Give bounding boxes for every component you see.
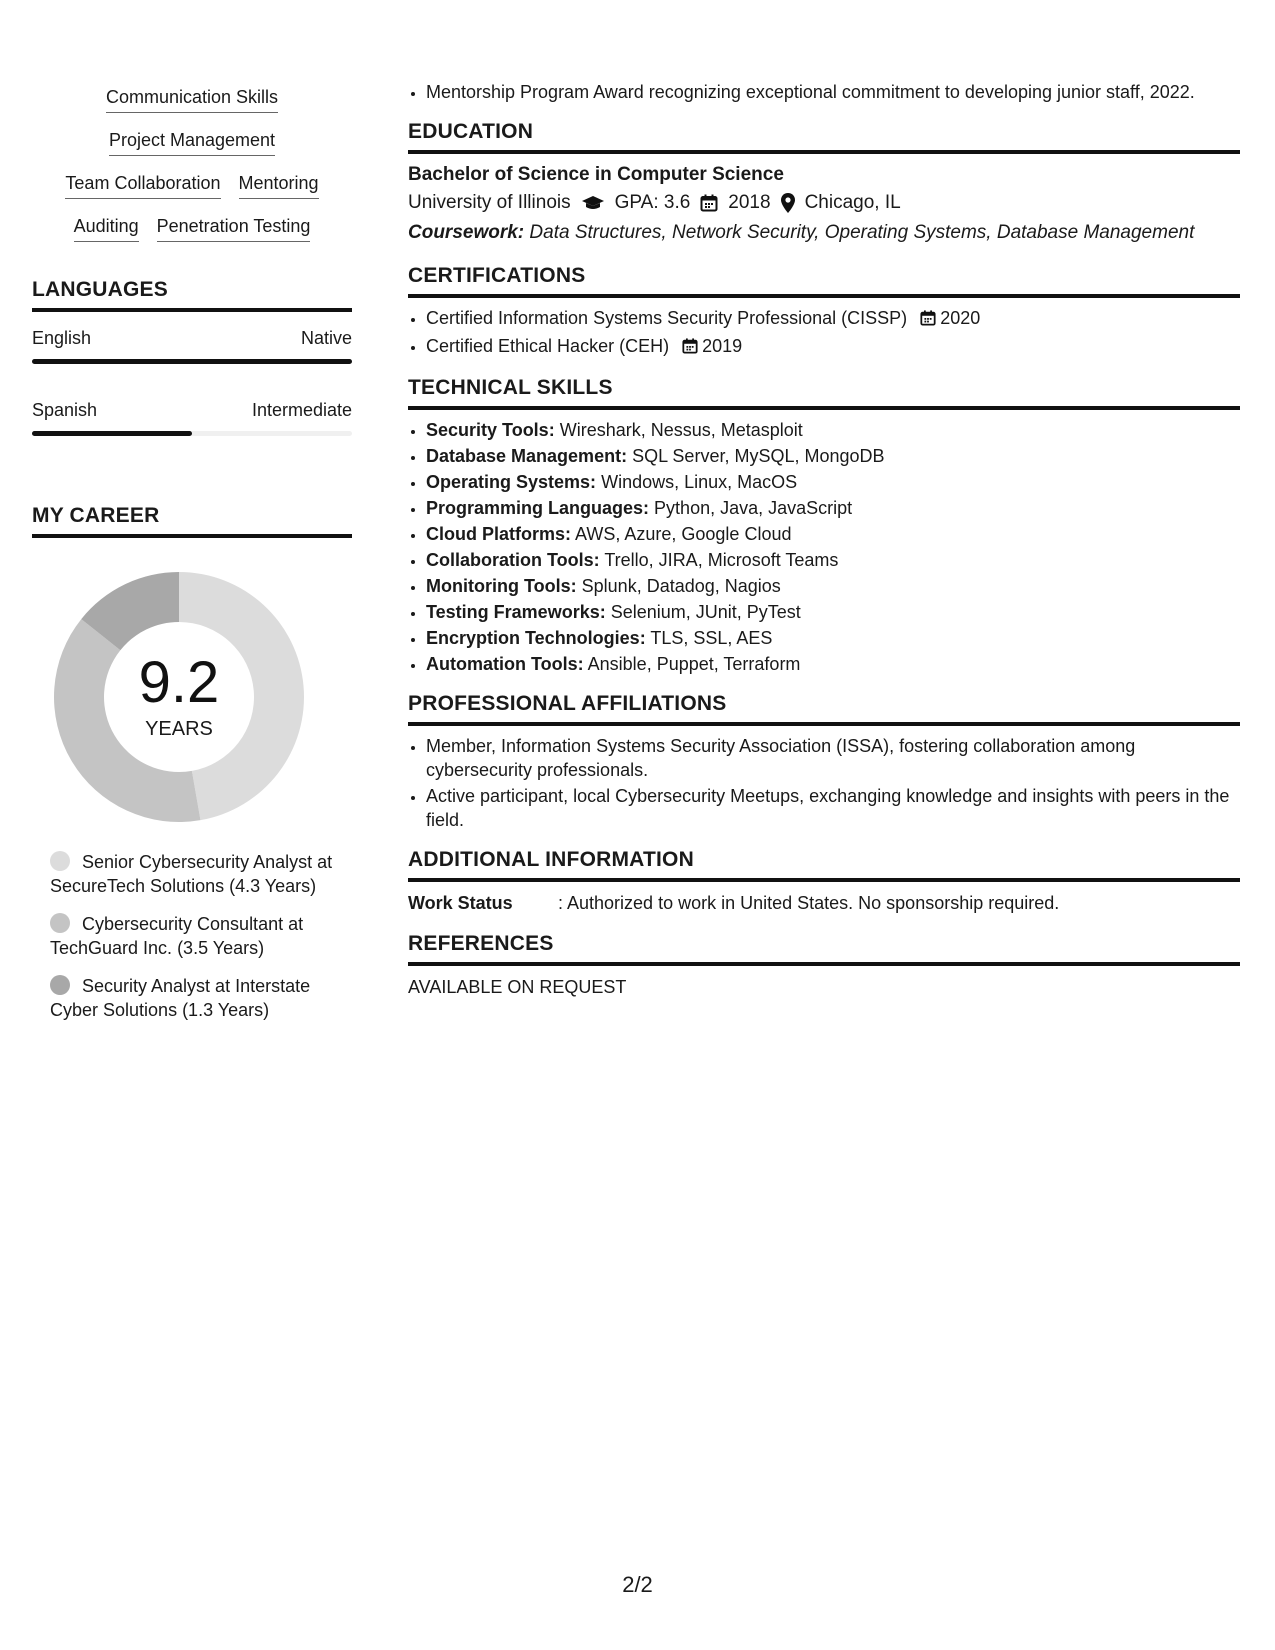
technical-skill-item (426, 444, 1240, 468)
technical-skills-title: TECHNICAL SKILLS (408, 376, 1240, 410)
skill-label: Cloud Platforms: (426, 524, 572, 544)
skills-row (32, 86, 352, 113)
languages-title: LANGUAGES (32, 278, 352, 312)
calendar-icon (920, 308, 936, 332)
language-level: Native (300, 328, 352, 348)
skill-value: Ansible, Puppet, Terraform (587, 654, 801, 674)
right-column (408, 80, 1240, 1000)
affiliations-title: PROFESSIONAL AFFILIATIONS (408, 692, 1240, 726)
calendar-icon (682, 336, 698, 360)
skill-label: Database Management: (426, 446, 628, 466)
skill-value: Python, Java, JavaScript (654, 498, 853, 518)
coursework-value: Data Structures, Network Security, Operating Systems, Database Management (529, 222, 1195, 243)
education-coursework (408, 218, 1240, 248)
technical-skill-item (426, 548, 1240, 572)
language-bar (32, 359, 352, 364)
education-gpa: GPA: 3.6 (614, 192, 691, 213)
skill-tag: Communication Skills (106, 86, 278, 113)
language-item (32, 328, 352, 364)
affiliations-section (408, 692, 1240, 832)
legend-dot (50, 851, 70, 871)
additional-info-section (408, 848, 1240, 916)
skill-label: Monitoring Tools: (426, 576, 577, 596)
career-role-text: Security Analyst at Interstate Cyber Solutions (1.3 Years) (50, 976, 311, 1020)
graduation-cap-icon (581, 188, 605, 218)
language-name: Spanish (32, 400, 98, 420)
certifications-title: CERTIFICATIONS (408, 264, 1240, 298)
work-status-value: : Authorized to work in United States. No sponsorship required. (558, 893, 1060, 913)
additional-info-title: ADDITIONAL INFORMATION (408, 848, 1240, 882)
education-location: Chicago, IL (804, 192, 901, 213)
education-section (408, 120, 1240, 248)
language-bar-fill (32, 431, 192, 436)
skill-label: Programming Languages: (426, 498, 650, 518)
skill-value: Windows, Linux, MacOS (601, 472, 798, 492)
career-role-text: Senior Cybersecurity Analyst at SecureTech Solutions (4.3 Years) (50, 852, 333, 896)
technical-skill-item (426, 652, 1240, 676)
affiliation-item: • Active participant, local Cybersecurity Meetups, exchanging knowledge and insights with peers in the field. (426, 784, 1240, 832)
skill-tag: Team Collaboration (65, 172, 220, 199)
skill-label: Encryption Technologies: (426, 628, 646, 648)
education-degree: Bachelor of Science in Computer Science (408, 164, 784, 185)
skill-value: Wireshark, Nessus, Metasploit (559, 420, 803, 440)
career-legend-item (50, 850, 340, 898)
coursework-label: Coursework: (408, 222, 525, 243)
certification-item (426, 334, 1240, 360)
technical-skill-item (426, 470, 1240, 494)
skill-label: Operating Systems: (426, 472, 597, 492)
language-name: English (32, 328, 92, 348)
skill-tag: Project Management (109, 129, 275, 156)
skills-list (32, 86, 352, 242)
language-bar-fill (32, 359, 352, 364)
technical-skill-item (426, 600, 1240, 624)
skill-value: Selenium, JUnit, PyTest (610, 602, 801, 622)
awards-list (408, 80, 1240, 104)
certification-item (426, 306, 1240, 332)
career-role-text: Cybersecurity Consultant at TechGuard Inc. (3.5 Years) (50, 914, 304, 958)
skill-tag: Mentoring (239, 172, 319, 199)
language-bar (32, 431, 352, 436)
skill-label: Collaboration Tools: (426, 550, 600, 570)
technical-skills-section (408, 376, 1240, 676)
affiliation-item: • Member, Information Systems Security Association (ISSA), fostering collaboration among cybersecurity professionals. (426, 734, 1240, 782)
skill-label: Security Tools: (426, 420, 555, 440)
skill-label: Testing Frameworks: (426, 602, 606, 622)
page-number: 2/2 (622, 1572, 653, 1597)
skill-value: SQL Server, MySQL, MongoDB (632, 446, 885, 466)
skill-value: Splunk, Datadog, Nagios (581, 576, 781, 596)
career-legend (50, 850, 340, 1022)
education-year: 2018 (728, 192, 771, 213)
technical-skill-item (426, 626, 1240, 650)
career-total-unit: YEARS (145, 717, 213, 740)
skill-tag: Penetration Testing (157, 215, 311, 242)
skill-value: TLS, SSL, AES (650, 628, 773, 648)
skill-value: Trello, JIRA, Microsoft Teams (604, 550, 839, 570)
technical-skill-item (426, 418, 1240, 442)
references-section (408, 932, 1240, 1000)
career-legend-item (50, 912, 340, 960)
career-title: MY CAREER (32, 504, 352, 538)
language-level: Intermediate (251, 400, 352, 420)
skill-tag: Auditing (74, 215, 139, 242)
references-text: AVAILABLE ON REQUEST (408, 977, 627, 997)
award-item: • Mentorship Program Award recognizing exceptional commitment to developing junior staff, 2022. (426, 80, 1240, 104)
language-item (32, 400, 352, 436)
certification-name: Certified Information Systems Security Professional (CISSP) (426, 308, 908, 328)
legend-dot (50, 975, 70, 995)
certification-name: Certified Ethical Hacker (CEH) (426, 336, 670, 356)
calendar-icon (700, 188, 718, 218)
skills-row (32, 172, 352, 199)
languages-section (32, 278, 352, 436)
references-title: REFERENCES (408, 932, 1240, 966)
certifications-list (408, 306, 1240, 360)
map-pin-icon (781, 188, 795, 218)
skill-value: AWS, Azure, Google Cloud (575, 524, 792, 544)
career-legend-item (50, 974, 340, 1022)
affiliations-list (408, 734, 1240, 832)
left-column (32, 86, 352, 1036)
certification-year: 2020 (940, 308, 981, 328)
skills-row (32, 215, 352, 242)
skill-label: Automation Tools: (426, 654, 584, 674)
technical-skill-item (426, 522, 1240, 546)
work-status-label: Work Status (408, 893, 513, 913)
certification-year: 2019 (702, 336, 743, 356)
technical-skill-item (426, 496, 1240, 520)
education-title: EDUCATION (408, 120, 1240, 154)
career-donut-chart (54, 572, 304, 822)
education-meta (408, 188, 1240, 218)
technical-skills-list (408, 418, 1240, 676)
education-school: University of Illinois (408, 192, 571, 213)
certifications-section (408, 264, 1240, 360)
career-section (32, 504, 352, 1022)
work-status-row (408, 890, 1240, 916)
technical-skill-item (426, 574, 1240, 598)
skills-row (32, 129, 352, 156)
career-total-value: 9.2 (138, 649, 220, 715)
legend-dot (50, 913, 70, 933)
